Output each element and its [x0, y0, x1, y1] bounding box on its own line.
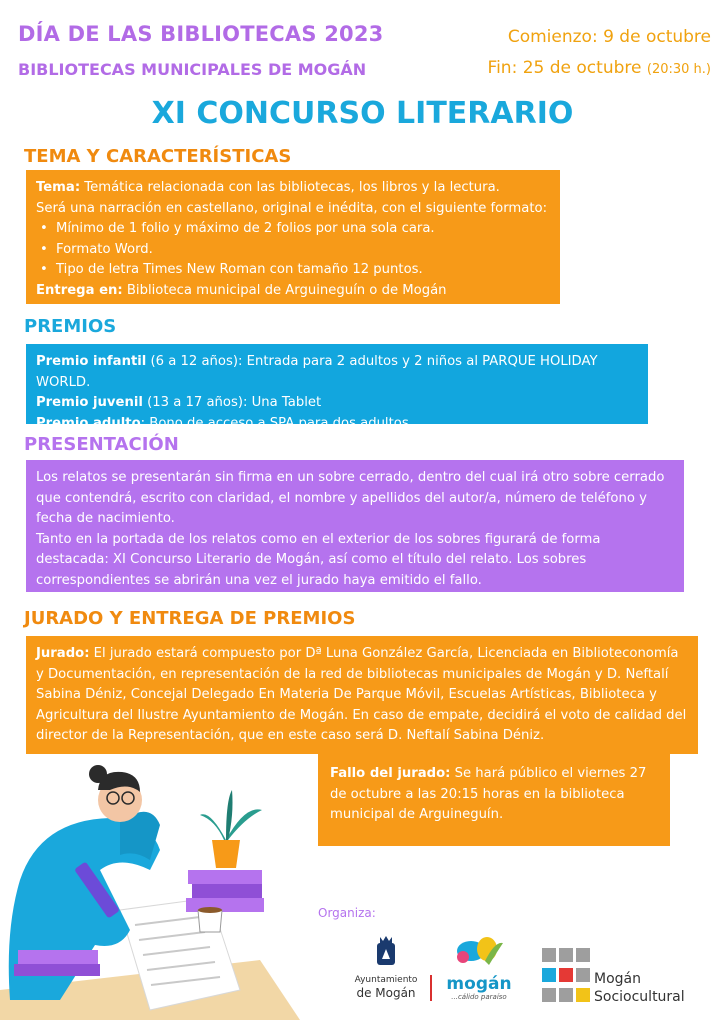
- tema-box: [26, 170, 560, 304]
- jurado-box: Jurado: El jurado estará compuesto por Dª Luna González García, Licenciada en Biblioteconomía y Documentación, en representación de la red de bibliotecas municipales de Mogán y D. Neftalí Sabina Déniz, Concejal Delegado En Materia De Parque Móvil, Escuelas Artísticas, Biblioteca y Agricultura del Ilustre Ayuntamiento de Mogán. En caso de empate, decidirá el voto de calidad del director de la Representación, que en este caso será D. Neftalí Sabina Déniz.: [26, 636, 698, 754]
- end-date: Fin: 25 de octubre (20:30 h.): [487, 58, 711, 78]
- mogan-brand-text: mogán: [446, 974, 512, 994]
- presentacion-p2: Tanto en la portada de los relatos como en el exterior de los sobres figurará de forma destacada: XI Concurso Literario de Mogán, así como el título del relato. Los sobres correspondientes se abrirán una vez el jurado haya emitido el fallo.: [36, 531, 601, 588]
- list-item: • Mínimo de 1 folio y máximo de 2 folios por una sola cara.: [56, 219, 550, 240]
- presentacion-heading: PRESENTACIÓN: [24, 434, 179, 455]
- event-dates: [488, 22, 711, 85]
- sociocultural-text: Mogán Sociocultural: [594, 971, 685, 1005]
- tema-bullets: [36, 219, 550, 281]
- event-subtitle: BIBLIOTECAS MUNICIPALES DE MOGÁN: [18, 60, 367, 79]
- premios-box: [26, 344, 648, 431]
- list-item: • Tipo de letra Times New Roman con tamaño 12 puntos.: [56, 260, 550, 281]
- premio-infantil: Premio infantil (6 a 12 años): Entrada para 2 adultos y 2 niños al PARQUE HOLIDAY WORLD.: [36, 354, 598, 390]
- reading-woman-illustration: [0, 760, 300, 1020]
- ayuntamiento-line2: de Mogán: [356, 986, 416, 1000]
- mogan-tagline: ...cálido paraíso: [451, 993, 507, 1001]
- mogan-brand-logo: [440, 935, 518, 1002]
- premio-juvenil: Premio juvenil (13 a 17 años): Una Tablet: [36, 395, 322, 410]
- end-time: (20:30 h.): [646, 62, 711, 77]
- sociocultural-grid-icon: [542, 948, 592, 1008]
- tema-heading: TEMA Y CARACTERÍSTICAS: [24, 146, 292, 167]
- start-date: Comienzo: 9 de octubre: [507, 27, 711, 47]
- event-title: DÍA DE LAS BIBLIOTECAS 2023: [18, 22, 384, 46]
- fallo-box: Fallo del jurado: Se hará público el viernes 27 de octubre a las 20:15 horas en la biblioteca municipal de Arguineguín.: [318, 754, 670, 846]
- entrega-line: Entrega en: Biblioteca municipal de Arguineguín o de Mogán: [36, 282, 447, 298]
- main-title: XI CONCURSO LITERARIO: [151, 96, 574, 131]
- mogan-brand-icon: [451, 935, 507, 971]
- ayuntamiento-logo: [346, 935, 426, 1000]
- coat-of-arms-icon: [374, 935, 398, 971]
- list-item: • Formato Word.: [56, 240, 550, 261]
- jurado-heading: JURADO Y ENTREGA DE PREMIOS: [24, 608, 356, 629]
- logo-divider: [430, 975, 432, 1001]
- ayuntamiento-line1: Ayuntamiento: [354, 975, 418, 985]
- organiza-label: Organiza:: [318, 906, 376, 920]
- premio-adulto: Premio adulto: Bono de acceso a SPA para dos adultos.: [36, 415, 413, 431]
- presentacion-p1: Los relatos se presentarán sin firma en un sobre cerrado, dentro del cual irá otro sobre cerrado que contendrá, escrito con claridad, el nombre y apellidos del autor/a, número de teléfono y fecha de nacimiento.: [36, 470, 665, 526]
- premios-heading: PREMIOS: [24, 316, 117, 337]
- presentacion-box: [26, 460, 684, 592]
- tema-line: Tema: Temática relacionada con las bibliotecas, los libros y la lectura.: [36, 180, 500, 195]
- tema-format: Será una narración en castellano, original e inédita, con el siguiente formato:: [36, 200, 548, 216]
